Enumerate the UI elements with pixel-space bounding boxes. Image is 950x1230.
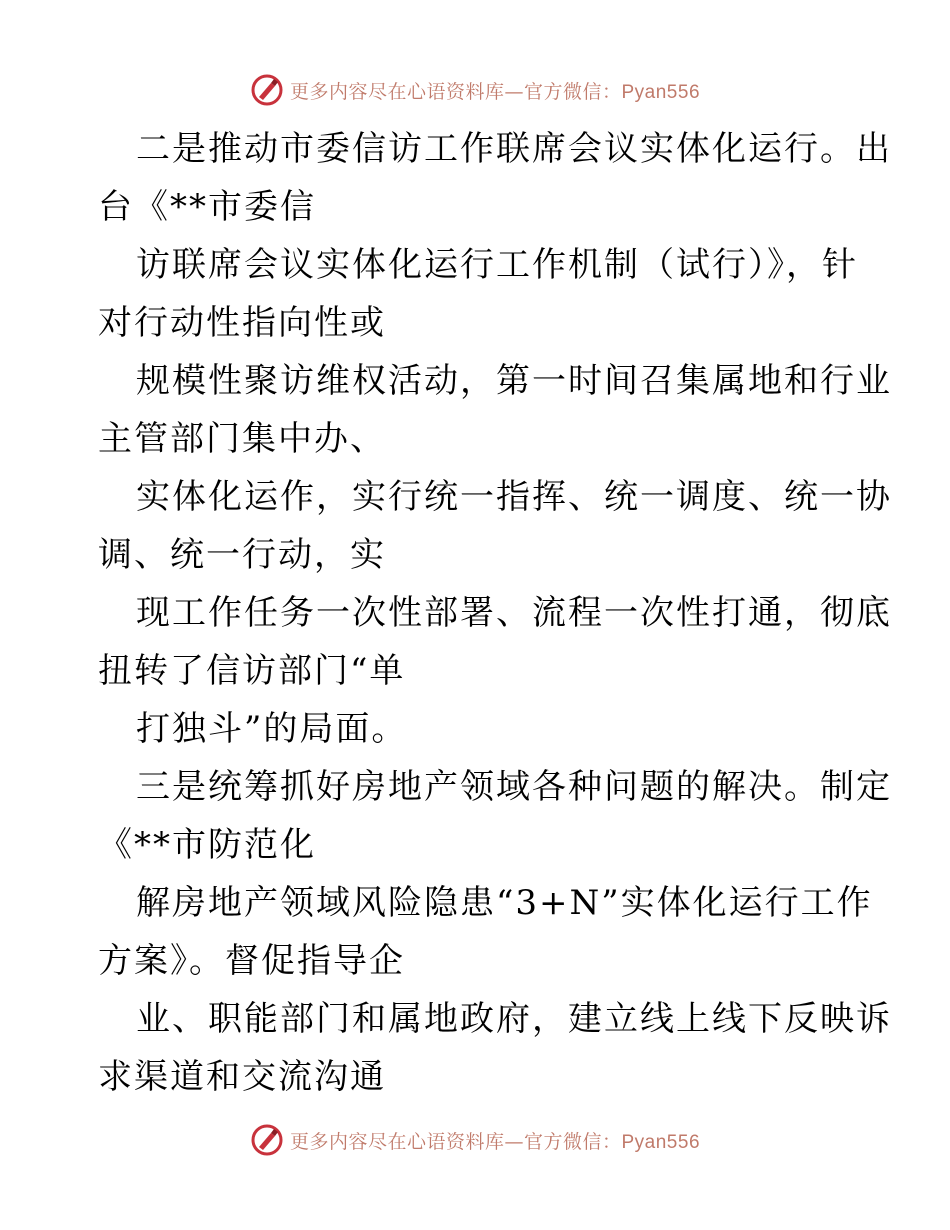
text-line: 方案》。督促指导企 bbox=[98, 941, 405, 981]
text-line: 打独斗”的局面。 bbox=[136, 709, 408, 749]
text-line: 现工作任务一次性部署、流程一次性打通，彻底 bbox=[136, 593, 892, 633]
text-line: 规模性聚访维权活动，第一时间召集属地和行业 bbox=[136, 361, 892, 401]
text-line: 调、统一行动，实 bbox=[98, 535, 386, 575]
text-line: 求渠道和交流沟通 bbox=[98, 1057, 386, 1097]
text-line: 三是统筹抓好房地产领域各种问题的解决。制定 bbox=[136, 767, 892, 807]
text-line: 主管部门集中办、 bbox=[98, 419, 386, 459]
header-banner-text: 更多内容尽在心语资料库—官方微信：Pyan556 bbox=[289, 80, 701, 103]
logo-icon bbox=[250, 73, 284, 107]
text-line: 二是推动市委信访工作联席会议实体化运行。出 bbox=[136, 129, 892, 169]
logo-icon bbox=[250, 1123, 284, 1157]
text-line: 扭转了信访部门“单 bbox=[98, 651, 406, 691]
header-banner bbox=[0, 70, 950, 110]
text-line: 实体化运作，实行统一指挥、统一调度、统一协 bbox=[136, 477, 892, 517]
text-line: 《**市防范化 bbox=[98, 825, 316, 865]
text-line: 台《**市委信 bbox=[98, 187, 316, 227]
footer-banner bbox=[0, 1120, 950, 1160]
footer-banner-text: 更多内容尽在心语资料库—官方微信：Pyan556 bbox=[289, 1130, 701, 1153]
text-line: 业、职能部门和属地政府，建立线上线下反映诉 bbox=[136, 999, 892, 1039]
text-line: 访联席会议实体化运行工作机制（试行）》，针 bbox=[136, 245, 858, 285]
text-line: 解房地产领域风险隐患“3+N”实体化运行工作 bbox=[136, 883, 873, 923]
document-body bbox=[98, 120, 892, 1106]
text-line: 对行动性指向性或 bbox=[98, 303, 386, 343]
